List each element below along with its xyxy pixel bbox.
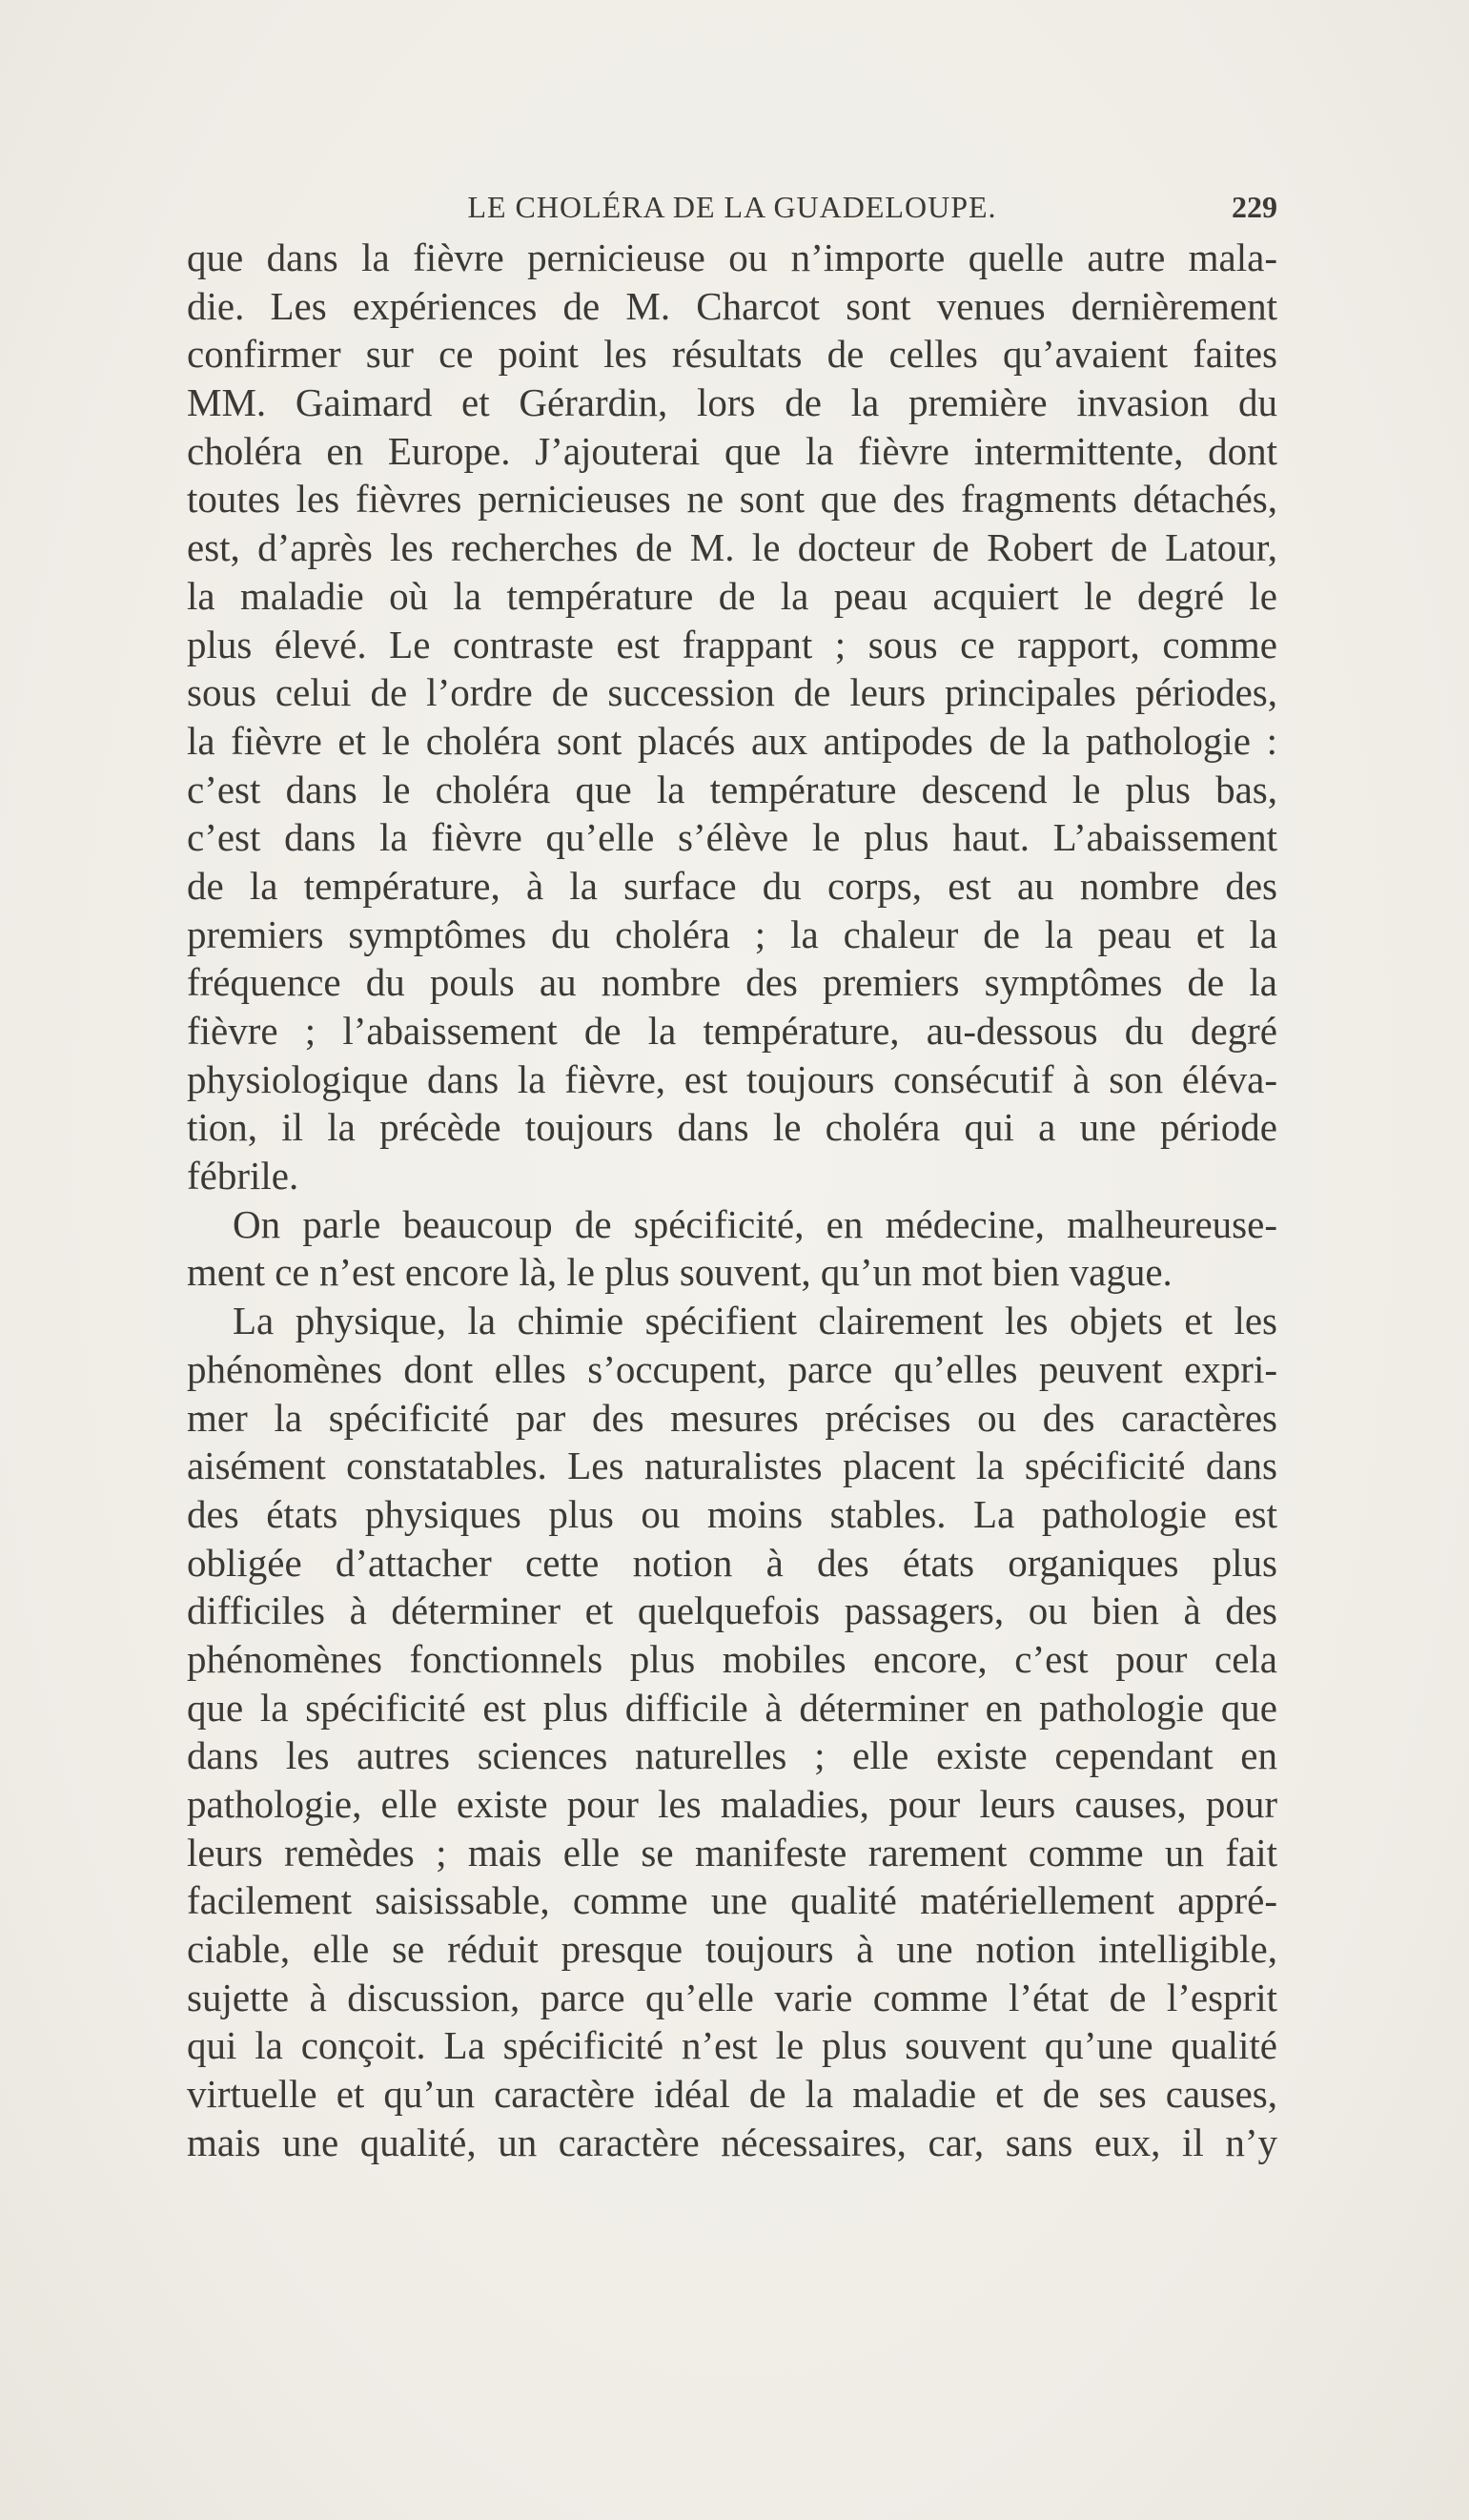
text-line: mais une qualité, un caractère nécessaires, car, sans eux, il n’y: [187, 2120, 1277, 2164]
text-line: c’est dans le choléra que la température descend le plus bas,: [187, 767, 1277, 811]
text-line: leurs remèdes ; mais elle se manifeste rarement comme un fait: [187, 1830, 1277, 1875]
text-line: die. Les expériences de M. Charcot sont venues dernièrement: [187, 283, 1277, 328]
text-line: virtuelle et qu’un caractère idéal de la maladie et de ses causes,: [187, 2072, 1277, 2117]
text-line: choléra en Europe. J’ajouterai que la fièvre intermittente, dont: [187, 428, 1277, 473]
text-line: sujette à discussion, parce qu’elle varie comme l’état de l’esprit: [187, 1975, 1277, 2019]
text-line: obligée d’attacher cette notion à des états organiques plus: [187, 1540, 1277, 1585]
text-line: la maladie où la température de la peau acquiert le degré le: [187, 573, 1277, 618]
text-line: des états physiques plus ou moins stables. La pathologie est: [187, 1491, 1277, 1536]
text-line: ciable, elle se réduit presque toujours à une notion intelligible,: [187, 1927, 1277, 1972]
text-line: que dans la fièvre pernicieuse ou n’importe quelle autre mala-: [187, 236, 1277, 279]
text-line: fébrile.: [187, 1154, 299, 1199]
text-line: physiologique dans la fièvre, est toujours consécutif à son éléva-: [187, 1056, 1277, 1101]
text-line: dans les autres sciences naturelles ; elle existe cependant en: [187, 1733, 1277, 1778]
paragraph: [187, 234, 1277, 1200]
text-line: phénomènes fonctionnels plus mobiles encore, c’est pour cela: [187, 1636, 1277, 1681]
text-line: La physique, la chimie spécifient clairement les objets et les: [233, 1299, 1277, 1343]
text-line: difficiles à déterminer et quelquefois passagers, ou bien à des: [187, 1588, 1277, 1633]
running-title: LE CHOLÉRA DE LA GUADELOUPE.: [467, 190, 997, 224]
text-line: qui la conçoit. La spécificité n’est le plus souvent qu’une qualité: [187, 2023, 1277, 2068]
text-line: fièvre ; l’abaissement de la température, au-dessous du degré: [187, 1009, 1277, 1053]
text-line: tion, il la précède toujours dans le choléra qui a une période: [187, 1105, 1277, 1150]
text-line: On parle beaucoup de spécificité, en médecine, malheureuse-: [233, 1201, 1277, 1246]
text-line: ment ce n’est encore là, le plus souvent, qu’un mot bien vague.: [187, 1250, 1173, 1295]
text-line: la fièvre et le choléra sont placés aux antipodes de la pathologie :: [187, 718, 1277, 763]
page-header: [187, 183, 1277, 231]
paragraph: [187, 1200, 1277, 1297]
text-line: toutes les fièvres pernicieuses ne sont que des fragments détachés,: [187, 477, 1277, 522]
text-line: de la température, à la surface du corps, est au nombre des: [187, 863, 1277, 908]
text-line: aisément constatables. Les naturalistes placent la spécificité dans: [187, 1444, 1277, 1488]
text-line: plus élevé. Le contraste est frappant ; sous ce rapport, comme: [187, 622, 1277, 666]
text-line: confirmer sur ce point les résultats de celles qu’avaient faites: [187, 332, 1277, 377]
text-line: mer la spécificité par des mesures précises ou des caractères: [187, 1395, 1277, 1440]
text-line: est, d’après les recherches de M. le docteur de Robert de Latour,: [187, 525, 1277, 570]
page-number: 229: [1232, 190, 1277, 224]
text-line: fréquence du pouls au nombre des premiers symptômes de la: [187, 960, 1277, 1005]
text-line: que la spécificité est plus difficile à déterminer en pathologie que: [187, 1685, 1277, 1730]
paragraph: [187, 1297, 1277, 2166]
text-line: premiers symptômes du choléra ; la chaleur de la peau et la: [187, 912, 1277, 956]
text-line: facilement saisissable, comme une qualité matériellement appré-: [187, 1878, 1277, 1923]
text-line: pathologie, elle existe pour les maladies, pour leurs causes, pour: [187, 1782, 1277, 1826]
text-line: c’est dans la fièvre qu’elle s’élève le plus haut. L’abaissement: [187, 815, 1277, 860]
body-text: [187, 234, 1277, 2167]
text-line: sous celui de l’ordre de succession de leurs principales périodes,: [187, 670, 1277, 715]
text-line: MM. Gaimard et Gérardin, lors de la première invasion du: [187, 380, 1277, 425]
text-line: phénomènes dont elles s’occupent, parce qu’elles peuvent expri-: [187, 1346, 1277, 1391]
